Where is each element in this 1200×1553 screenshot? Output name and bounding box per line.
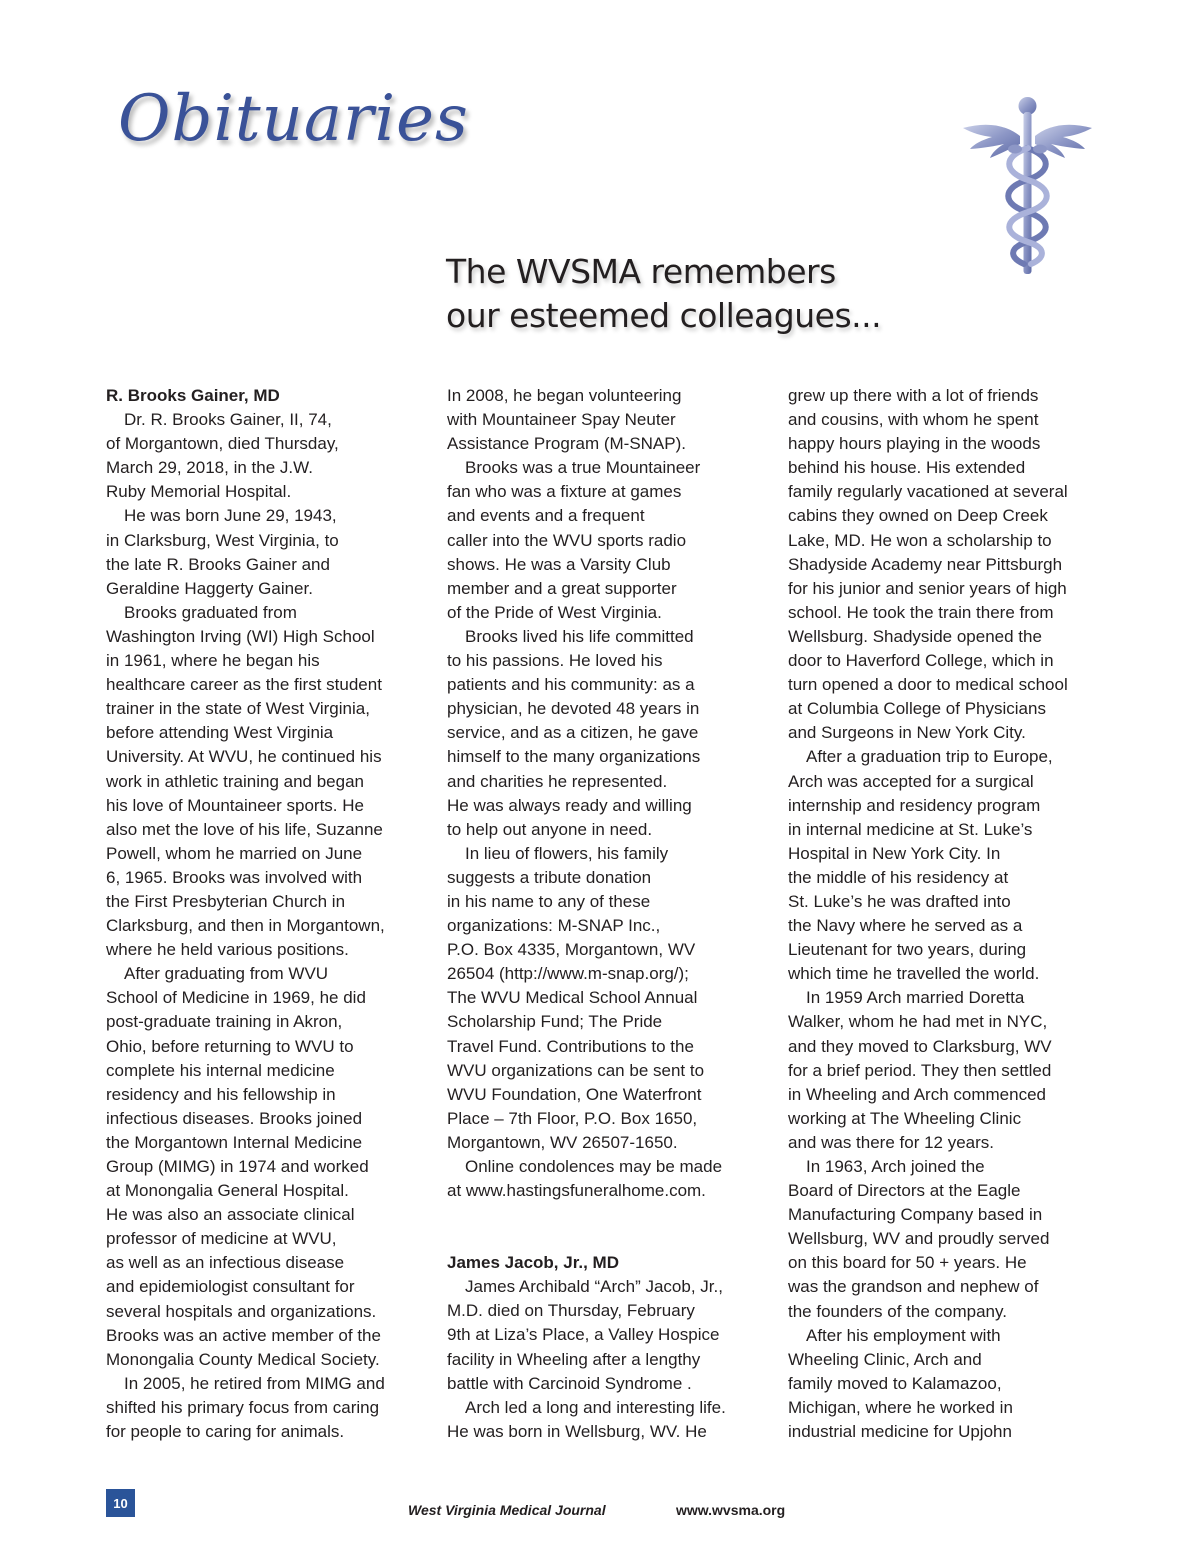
headline-line-1: The WVSMA remembers — [446, 252, 836, 291]
body-line: for people to caring for animals. — [106, 1422, 345, 1442]
body-line: himself to the many organizations — [447, 747, 701, 767]
body-line: Hospital in New York City. In — [788, 843, 1001, 863]
body-line: M.D. died on Thursday, February — [447, 1301, 695, 1321]
body-line: post-graduate training in Akron, — [106, 1012, 343, 1032]
body-line: behind his house. His extended — [788, 458, 1026, 478]
body-line: several hospitals and organizations. — [106, 1301, 377, 1321]
body-line: In 1963, Arch joined the — [806, 1157, 985, 1176]
body-line: at www.hastingsfuneralhome.com. — [447, 1181, 706, 1201]
body-line: He was born June 29, 1943, — [124, 506, 337, 526]
headline-line-2: our esteemed colleagues... — [446, 296, 882, 335]
caduceus-icon — [960, 92, 1095, 282]
body-line: on this board for 50 + years. He — [788, 1253, 1027, 1273]
body-line: caller into the WVU sports radio — [447, 530, 687, 550]
body-line: his love of Mountaineer sports. He — [106, 795, 364, 815]
body-line: 9th at Liza’s Place, a Valley Hospice — [447, 1325, 720, 1345]
body-line: at Columbia College of Physicians — [788, 699, 1046, 719]
body-line: Dr. R. Brooks Gainer, II, 74, — [124, 410, 332, 430]
body-line: battle with Carcinoid Syndrome . — [447, 1373, 692, 1393]
body-line: physician, he devoted 48 years in — [447, 699, 700, 719]
body-line: healthcare career as the first student — [106, 675, 382, 695]
body-line: In 2008, he began volunteering — [447, 386, 682, 405]
body-line: March 29, 2018, in the J.W. — [106, 458, 313, 478]
body-line: Clarksburg, and then in Morgantown, — [106, 916, 385, 936]
body-line: Ruby Memorial Hospital. — [106, 482, 292, 502]
body-line: trainer in the state of West Virginia, — [106, 699, 370, 719]
section-title: Obituaries — [118, 82, 469, 156]
body-line: Place – 7th Floor, P.O. Box 1650, — [447, 1108, 698, 1128]
body-line: which time he travelled the world. — [788, 964, 1040, 984]
body-line: and they moved to Clarksburg, WV — [788, 1036, 1052, 1056]
body-line: University. At WVU, he continued his — [106, 747, 382, 767]
body-line: Shadyside Academy near Pittsburgh — [788, 554, 1063, 574]
body-line: patients and his community: as a — [447, 675, 695, 695]
body-line: infectious diseases. Brooks joined — [106, 1108, 363, 1128]
body-line: professor of medicine at WVU, — [106, 1229, 337, 1249]
body-line: happy hours playing in the woods — [788, 434, 1041, 454]
body-line: the Navy where he served as a — [788, 916, 1023, 936]
column-2 — [447, 384, 767, 1444]
body-line: Washington Irving (WI) High School — [106, 626, 375, 646]
body-line: the middle of his residency at — [788, 867, 1009, 887]
body-line: Scholarship Fund; The Pride — [447, 1012, 663, 1032]
body-line: After his employment with — [806, 1325, 1001, 1345]
body-line: Morgantown, WV 26507-1650. — [447, 1132, 678, 1152]
body-line: In 1959 Arch married Doretta — [806, 988, 1025, 1008]
body-line: Monongalia County Medical Society. — [106, 1349, 380, 1369]
body-line: of the Pride of West Virginia. — [447, 602, 662, 622]
body-line: complete his internal medicine — [106, 1060, 335, 1080]
body-line: Assistance Program (M-SNAP). — [447, 434, 686, 454]
column-1 — [106, 384, 426, 1444]
body-line: He was also an associate clinical — [106, 1205, 355, 1225]
body-line: family regularly vacationed at several — [788, 482, 1068, 502]
body-line: Lake, MD. He won a scholarship to — [788, 530, 1052, 550]
body-line: 6, 1965. Brooks was involved with — [106, 867, 363, 887]
body-line: in Clarksburg, West Virginia, to — [106, 530, 339, 550]
body-line: as well as an infectious disease — [106, 1253, 345, 1273]
body-line: also met the love of his life, Suzanne — [106, 819, 383, 839]
body-line: After a graduation trip to Europe, — [806, 747, 1053, 767]
body-line: Brooks was a true Mountaineer — [465, 458, 701, 478]
body-line: in his name to any of these — [447, 891, 651, 911]
body-line: of Morgantown, died Thursday, — [106, 434, 339, 454]
body-line: working at The Wheeling Clinic — [788, 1108, 1022, 1128]
body-line: in Wheeling and Arch commenced — [788, 1084, 1046, 1104]
body-line: was the grandson and nephew of — [788, 1277, 1039, 1297]
body-line: Wellsburg, WV and proudly served — [788, 1229, 1050, 1249]
body-line: In lieu of flowers, his family — [465, 843, 669, 863]
body-line: He was always ready and willing — [447, 795, 692, 815]
body-line: grew up there with a lot of friends — [788, 386, 1039, 405]
body-line: and charities he represented. — [447, 771, 668, 791]
body-line: Ohio, before returning to WVU to — [106, 1036, 354, 1056]
body-line: in 1961, where he began his — [106, 651, 320, 671]
body-line: Wellsburg. Shadyside opened the — [788, 626, 1042, 646]
body-line: St. Luke’s he was drafted into — [788, 891, 1011, 911]
body-line: School of Medicine in 1969, he did — [106, 988, 366, 1008]
body-line: After graduating from WVU — [124, 964, 329, 984]
body-line: Travel Fund. Contributions to the — [447, 1036, 694, 1056]
body-line: Brooks lived his life committed — [465, 626, 694, 646]
body-line: Geraldine Haggerty Gainer. — [106, 578, 313, 598]
body-line: fan who was a fixture at games — [447, 482, 682, 502]
body-line: 26504 (http://www.m-snap.org/); — [447, 964, 689, 984]
body-line: the Morgantown Internal Medicine — [106, 1132, 363, 1152]
body-line: Michigan, where he worked in — [788, 1397, 1013, 1417]
body-line: facility in Wheeling after a lengthy — [447, 1349, 701, 1369]
body-line: with Mountaineer Spay Neuter — [447, 410, 676, 430]
page-number: 10 — [106, 1489, 135, 1517]
body-line: In 2005, he retired from MIMG and — [124, 1373, 385, 1393]
body-line: Board of Directors at the Eagle — [788, 1181, 1021, 1201]
body-line: and was there for 12 years. — [788, 1132, 995, 1152]
obituary-name: James Jacob, Jr., MD — [447, 1253, 619, 1273]
body-line: shifted his primary focus from caring — [106, 1397, 380, 1417]
body-line: shows. He was a Varsity Club — [447, 554, 671, 574]
body-line: the late R. Brooks Gainer and — [106, 554, 330, 574]
section-gap — [447, 1203, 767, 1251]
body-line: to his passions. He loved his — [447, 651, 663, 671]
body-line: for his junior and senior years of high — [788, 578, 1067, 598]
body-line: in internal medicine at St. Luke’s — [788, 819, 1033, 839]
body-line: Brooks was an active member of the — [106, 1325, 381, 1345]
body-line: Brooks graduated from — [124, 602, 297, 622]
body-line: P.O. Box 4335, Morgantown, WV — [447, 940, 696, 960]
body-line: WVU Foundation, One Waterfront — [447, 1084, 702, 1104]
body-line: door to Haverford College, which in — [788, 651, 1054, 671]
body-line: turn opened a door to medical school — [788, 675, 1068, 695]
body-line: cabins they owned on Deep Creek — [788, 506, 1048, 526]
body-line: Arch led a long and interesting life. — [465, 1397, 726, 1417]
footer-url[interactable]: www.wvsma.org — [676, 1502, 786, 1518]
body-line: internship and residency program — [788, 795, 1041, 815]
body-line: and events and a frequent — [447, 506, 645, 526]
body-line: and Surgeons in New York City. — [788, 723, 1026, 743]
body-line: the founders of the company. — [788, 1301, 1007, 1321]
headline — [446, 250, 881, 338]
body-line: Group (MIMG) in 1974 and worked — [106, 1157, 369, 1176]
body-line: at Monongalia General Hospital. — [106, 1181, 349, 1201]
body-line: member and a great supporter — [447, 578, 677, 598]
body-line: before attending West Virginia — [106, 723, 334, 743]
body-line: Online condolences may be made — [465, 1157, 723, 1176]
body-line: family moved to Kalamazoo, — [788, 1373, 1002, 1393]
body-line: The WVU Medical School Annual — [447, 988, 698, 1008]
body-line: and cousins, with whom he spent — [788, 410, 1039, 430]
body-line: school. He took the train there from — [788, 602, 1054, 622]
body-line: Wheeling Clinic, Arch and — [788, 1349, 982, 1369]
body-line: Walker, whom he had met in NYC, — [788, 1012, 1048, 1032]
body-line: residency and his fellowship in — [106, 1084, 336, 1104]
body-line: work in athletic training and began — [106, 771, 364, 791]
body-line: Manufacturing Company based in — [788, 1205, 1043, 1225]
body-line: suggests a tribute donation — [447, 867, 652, 887]
body-line: Powell, whom he married on June — [106, 843, 363, 863]
body-line: where he held various positions. — [106, 940, 349, 960]
obituary-name: R. Brooks Gainer, MD — [106, 386, 280, 405]
body-line: organizations: M-SNAP Inc., — [447, 916, 661, 936]
body-line: to help out anyone in need. — [447, 819, 653, 839]
body-line: industrial medicine for Upjohn — [788, 1422, 1012, 1442]
column-3 — [788, 384, 1108, 1444]
body-line: and epidemiologist consultant for — [106, 1277, 355, 1297]
body-line: service, and as a citizen, he gave — [447, 723, 699, 743]
footer-journal-title: West Virginia Medical Journal — [408, 1502, 606, 1518]
body-line: Arch was accepted for a surgical — [788, 771, 1034, 791]
body-line: He was born in Wellsburg, WV. He — [447, 1421, 707, 1441]
body-line: for a brief period. They then settled — [788, 1060, 1052, 1080]
body-line: Lieutenant for two years, during — [788, 940, 1027, 960]
body-line: James Archibald “Arch” Jacob, Jr., — [465, 1277, 723, 1297]
body-line: WVU organizations can be sent to — [447, 1060, 705, 1080]
body-line: the First Presbyterian Church in — [106, 891, 346, 911]
